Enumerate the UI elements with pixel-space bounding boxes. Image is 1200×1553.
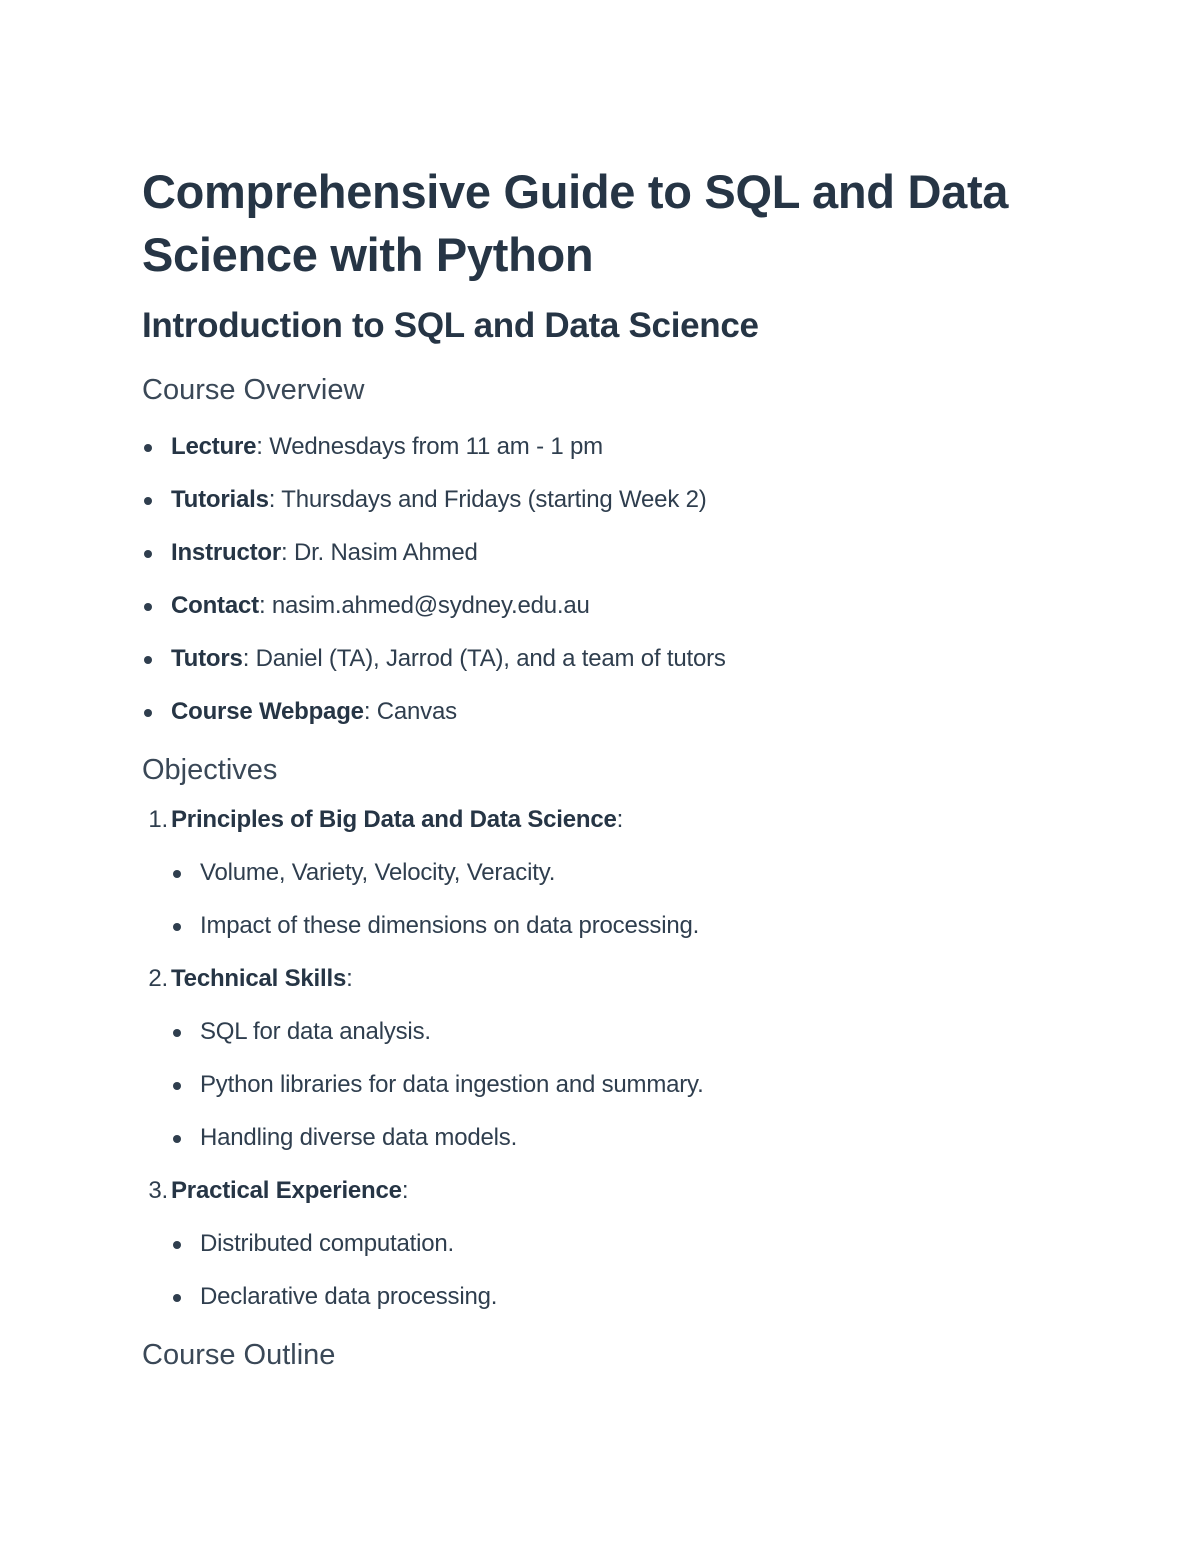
course-overview-heading: Course Overview (142, 374, 365, 406)
objectives-heading: Objectives (142, 754, 278, 786)
overview-value: Canvas (370, 698, 457, 725)
overview-label: Lecture (171, 433, 257, 460)
objective-item: 3. Practical Experience: Distributed computation. Declarative data processing. (142, 1176, 1062, 1312)
objective-subitem: Handling diverse data models. (171, 1123, 1062, 1153)
objective-number: 3. (148, 1177, 168, 1204)
overview-label: Course Webpage (171, 698, 364, 725)
overview-label: Contact (171, 592, 259, 619)
overview-label: Tutors (171, 645, 243, 672)
objective-subitem: Python libraries for data ingestion and summary. (171, 1070, 1062, 1100)
objective-title: Practical Experience (171, 1177, 402, 1204)
objective-subitem: Volume, Variety, Velocity, Veracity. (171, 858, 1062, 888)
objective-title: Technical Skills (171, 965, 347, 992)
objective-subitem: SQL for data analysis. (171, 1017, 1062, 1047)
objective-subitem: Impact of these dimensions on data processing. (171, 911, 1062, 941)
overview-value: nasim.ahmed@sydney.edu.au (265, 592, 590, 619)
objective-item: 2. Technical Skills: SQL for data analysis. Python libraries for data ingestion and summary. Handling diverse data models. (142, 964, 1062, 1153)
objective-subitem: Declarative data processing. (171, 1282, 1062, 1312)
objective-item: 1. Principles of Big Data and Data Science: Volume, Variety, Velocity, Veracity. Impact of these dimensions on data processing. (142, 805, 1062, 941)
objective-title: Principles of Big Data and Data Science (171, 806, 617, 833)
objectives-list (142, 805, 1062, 1312)
overview-item-lecture: Lecture: Wednesdays from 11 am - 1 pm (142, 432, 1062, 462)
overview-label: Tutorials (171, 486, 269, 513)
overview-label: Instructor (171, 539, 282, 566)
course-outline-heading: Course Outline (142, 1339, 336, 1371)
overview-value: Daniel (TA), Jarrod (TA), and a team of tutors (249, 645, 726, 672)
objective-sublist (171, 858, 1062, 941)
overview-item-contact: Contact: nasim.ahmed@sydney.edu.au (142, 591, 1062, 621)
objective-sublist (171, 1017, 1062, 1153)
objective-sublist (171, 1229, 1062, 1312)
overview-item-instructor: Instructor: Dr. Nasim Ahmed (142, 538, 1062, 568)
overview-value: Thursdays and Fridays (starting Week 2) (275, 486, 707, 513)
section-title: Introduction to SQL and Data Science (142, 306, 759, 345)
objective-number: 1. (148, 806, 168, 833)
document-page (142, 160, 1062, 1375)
overview-item-tutors: Tutors: Daniel (TA), Jarrod (TA), and a team of tutors (142, 644, 1062, 674)
course-overview-list (142, 432, 1062, 727)
overview-item-webpage: Course Webpage: Canvas (142, 697, 1062, 727)
objective-number: 2. (148, 965, 168, 992)
document-title: Comprehensive Guide to SQL and Data Science with Python (142, 165, 1009, 281)
overview-value: Dr. Nasim Ahmed (287, 539, 478, 566)
overview-item-tutorials: Tutorials: Thursdays and Fridays (starting Week 2) (142, 485, 1062, 515)
overview-value: Wednesdays from 11 am - 1 pm (262, 433, 603, 460)
objective-subitem: Distributed computation. (171, 1229, 1062, 1259)
